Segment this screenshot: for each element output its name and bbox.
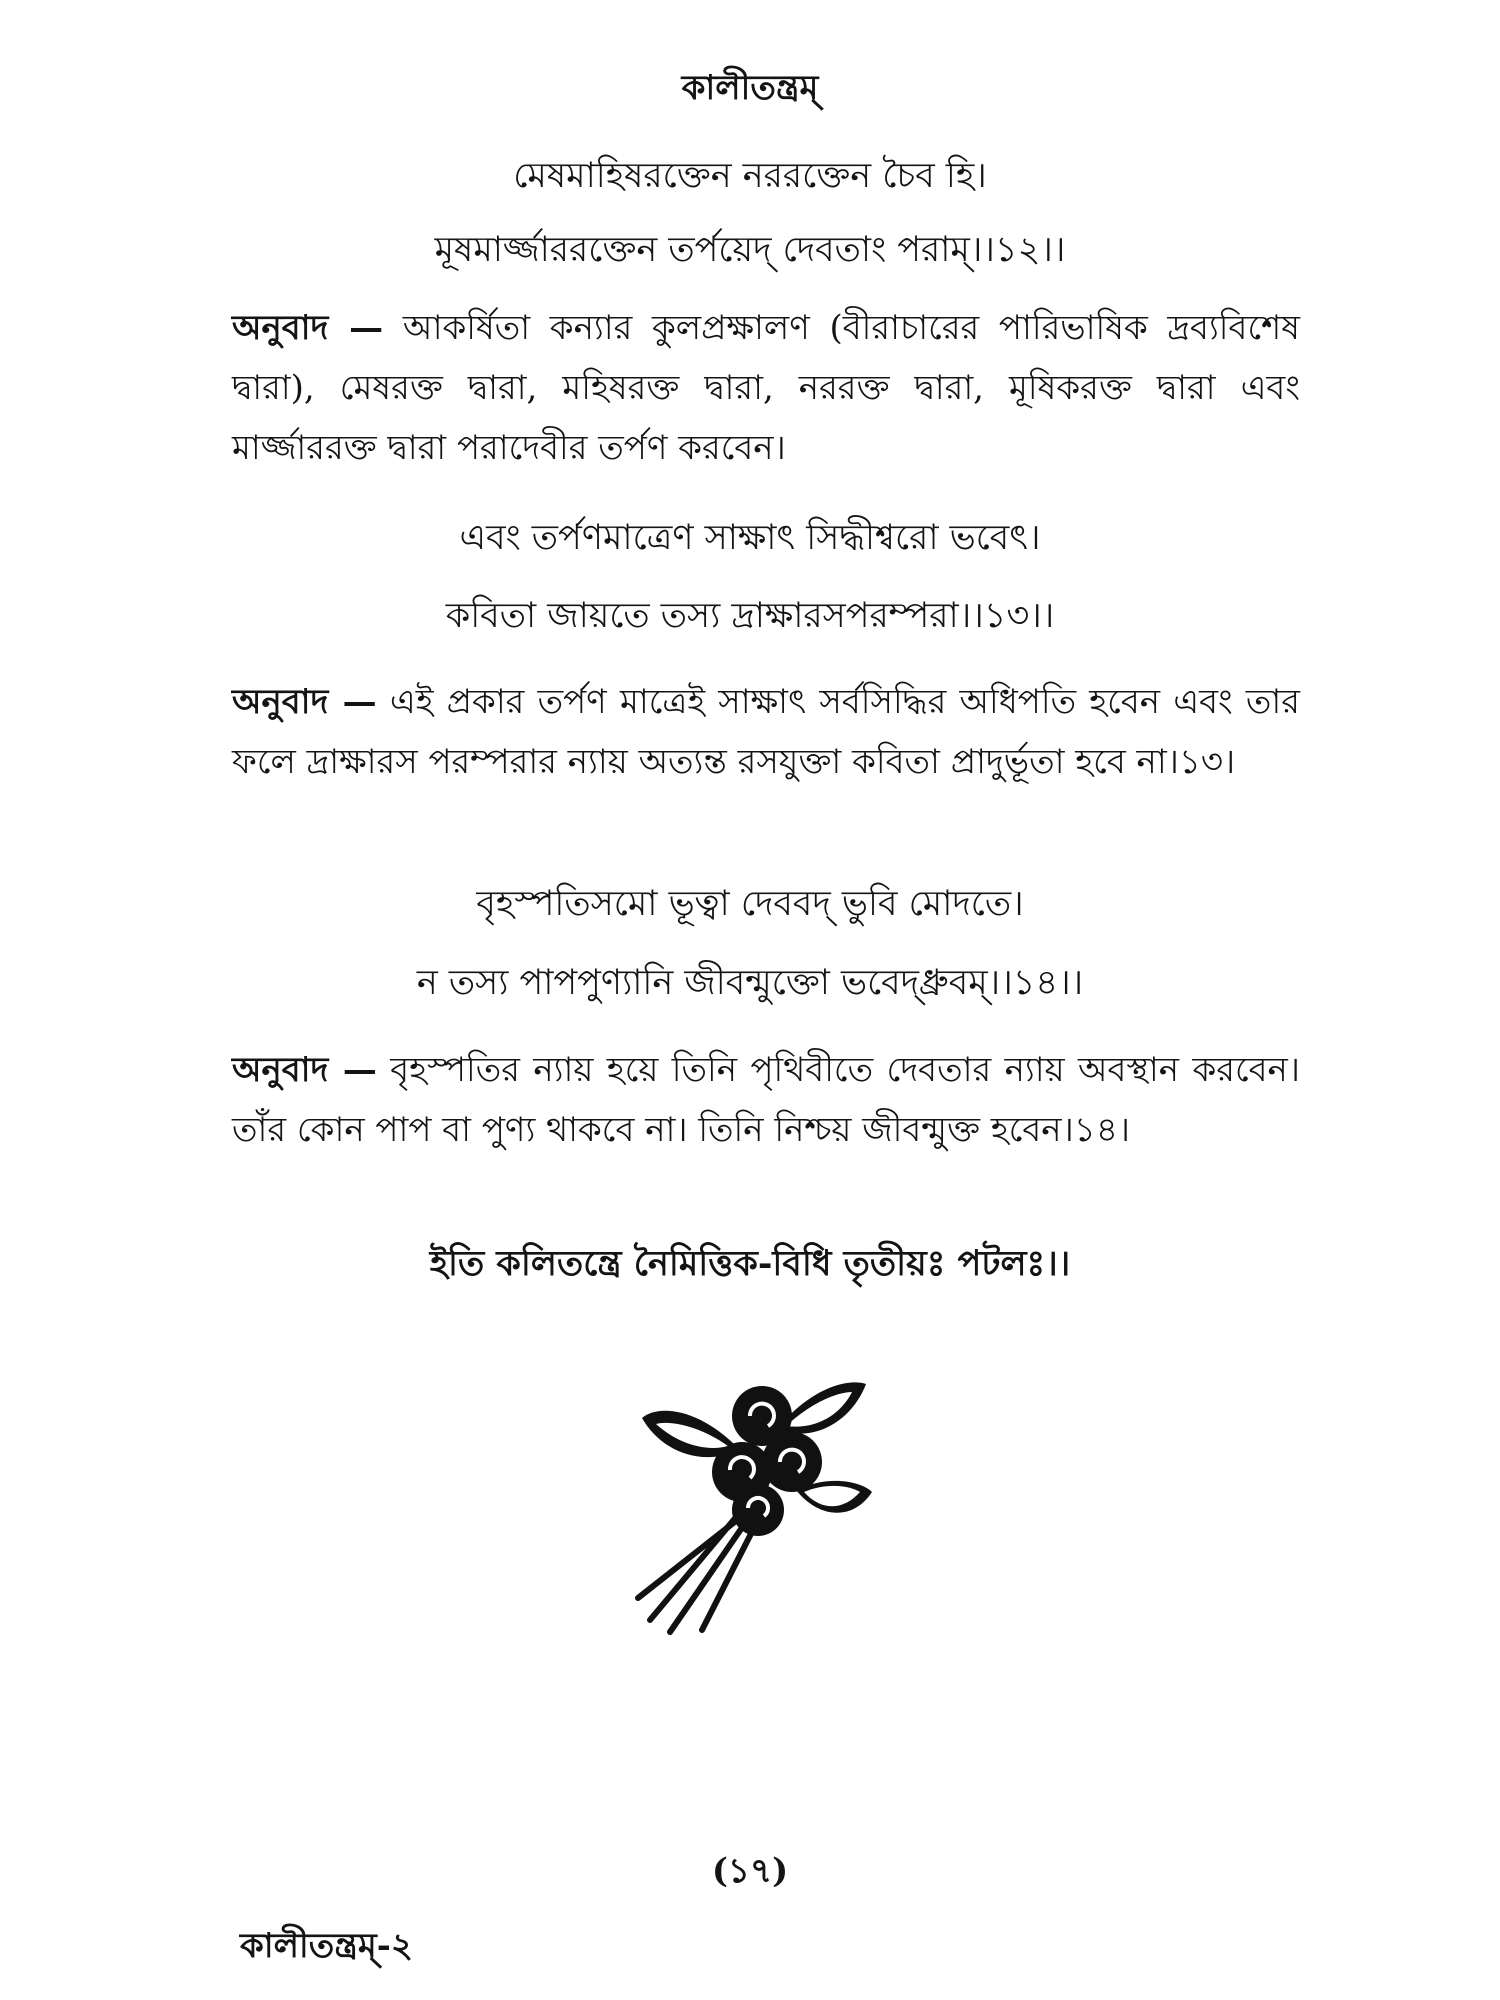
translation-text: বৃহস্পতির ন্যায় হয়ে তিনি পৃথিবীতে দেবতার ন্যায় অবস্থান করবেন। তাঁর কোন পাপ বা পুণ্য থাকবে না। তিনি নিশ্চয় জীবন্মুক্ত হবেন।১৪। xyxy=(232,1050,1300,1150)
flower-bouquet-icon xyxy=(630,1370,880,1640)
translation-paragraph xyxy=(232,298,1300,478)
running-head: কালীতন্ত্রম্ xyxy=(681,68,819,108)
verse-line: ন তস্য পাপপুণ্যানি জীবন্মুক্তো ভবেদ্ধ্রুবম্।।১৪।। xyxy=(416,963,1084,1003)
translation-text: এই প্রকার তর্পণ মাত্রেই সাক্ষাৎ সর্বসিদ্ধির অধিপতি হবেন এবং তার ফলে দ্রাক্ষারস পরম্পরার ন্যায় অত্যন্ত রসযুক্তা কবিতা প্রাদুর্ভূতা হবে না।১৩। xyxy=(232,682,1300,782)
chapter-colophon: ইতি কলিতন্ত্রে নৈমিত্তিক-বিধি তৃতীয়ঃ পটলঃ।। xyxy=(429,1243,1071,1284)
verse-line: বৃহস্পতিসমো ভূত্বা দেববদ্ ভুবি মোদতে। xyxy=(476,884,1024,924)
translation-label: অনুবাদ — xyxy=(232,682,377,722)
book-signature: কালীতন্ত্রম্-২ xyxy=(240,1926,413,1966)
verse-line: মূষমার্জ্জাররক্তেন তর্পয়েদ্ দেবতাং পরাম্।।১২।। xyxy=(434,230,1066,270)
translation-paragraph xyxy=(232,672,1300,792)
translation-paragraph xyxy=(232,1040,1300,1160)
page-number: (১৭) xyxy=(711,1851,789,1891)
translation-text: আকর্ষিতা কন্যার কুলপ্রক্ষালণ (বীরাচারের পারিভাষিক দ্রব্যবিশেষ দ্বারা), মেষরক্ত দ্বারা, মহিষরক্ত দ্বারা, নররক্ত দ্বারা, মূষিকরক্ত দ্বারা এবং মার্জ্জাররক্ত দ্বারা পরাদেবীর তর্পণ করবেন। xyxy=(232,308,1300,468)
verse-line: এবং তর্পণমাত্রেণ সাক্ষাৎ সিদ্ধীশ্বরো ভবেৎ। xyxy=(459,518,1041,558)
verse-line: কবিতা জায়তে তস্য দ্রাক্ষারসপরম্পরা।।১৩।। xyxy=(445,596,1055,636)
translation-label: অনুবাদ — xyxy=(232,1050,377,1090)
verse-line: মেষমাহিষরক্তেন নররক্তেন চৈব হি। xyxy=(513,156,987,196)
translation-label: অনুবাদ — xyxy=(232,308,384,348)
